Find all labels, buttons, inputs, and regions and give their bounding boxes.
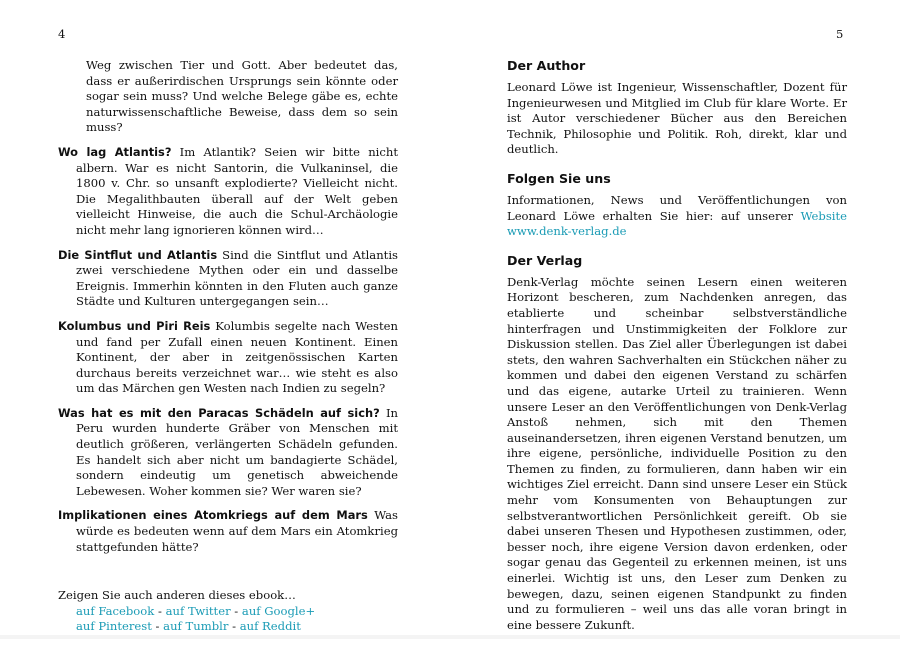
- topic-text: Sind die Sintflut und Atlantis zwei verschiedene Mythen oder ein und dasselbe Ereignis. Immerhin könnten in den Fluten auch ganze Städte und Kulturen untergegangen sein…: [76, 247, 399, 309]
- topic-title: Die Sintflut und Atlantis: [58, 247, 218, 262]
- follow-text: Informationen, News und Veröffentlichungen von Leonard Löwe erhalten Sie hier: auf unserer: [507, 192, 847, 223]
- share-separator: -: [228, 619, 240, 634]
- topic-atlantis: [58, 145, 398, 239]
- topic-text: In Peru wurden hunderte Gräber von Menschen mit deutlich größeren, verlängerten Schädeln gefunden. Es handelt sich aber nicht um bandagierte Schädel, sondern eindeutig um genetisch abweichende Lebewesen. Woher kommen sie? Wer waren sie?: [76, 405, 398, 498]
- topic-text: Was würde es bedeuten wenn auf dem Mars ein Atomkrieg stattgefunden hätte?: [76, 508, 398, 554]
- share-facebook-link[interactable]: auf Facebook: [76, 603, 155, 618]
- left-page: [58, 58, 398, 635]
- bottom-divider: [0, 635, 900, 639]
- publisher-body: Denk-Verlag möchte seinen Lesern einen weiteren Horizont bescheren, zum Nachdenken anregen, das etablierte und scheinbar selbstverständliche hinterfragen und Unstimmigkeiten der Folklore zur Diskussion stellen. Das Ziel aller Überlegungen ist dabei stets, den wahren Sachverhalten ein Stückchen näher zu kommen und dabei den eigenen Verstand zu schärfen und das eigene, autarke Urteil zu trainieren. Wenn unsere Leser an den Veröffentlichungen von Denk-Verlag Anstoß nehmen, sich mit den Themen auseinandersetzen, ihren eigenen Verstand benutzen, um ihre eigene, persönliche, individuelle Position zu den Themen zu finden, zu formulieren, dann haben wir ein wichtiges Ziel erreicht. Dann sind unsere Leser ein Stück mehr vom Konsumenten von Behauptungen zur selbstverantwortlichen Persönlichkeit gereift. Ob sie dabei unseren Thesen und Hypothesen zustimmen, oder, besser noch, ihre eigene Version davon erdenken, oder sogar genau das Gegenteil zu erkennen meinen, ist uns einerlei. Wichtig ist uns, den Leser zum Denken zu bewegen, dazu, seinen eigenen Standpunkt zu finden und zu formulieren – weil uns das alle voran bringt in eine bessere Zukunft.: [507, 274, 847, 632]
- topic-title: Kolumbus und Piri Reis: [58, 318, 211, 333]
- share-separator: -: [230, 603, 242, 618]
- page-number-right: 5: [836, 27, 844, 41]
- topic-sintflut: [58, 248, 398, 310]
- follow-heading: Folgen Sie uns: [507, 170, 611, 186]
- website-link[interactable]: Website www.denk-verlag.de: [507, 208, 848, 239]
- publisher-heading: Der Verlag: [507, 252, 583, 268]
- share-block: [58, 588, 398, 635]
- share-reddit-link[interactable]: auf Reddit: [239, 619, 301, 634]
- page-number-left: 4: [58, 27, 66, 41]
- follow-body: [507, 193, 847, 240]
- topic-text: Kolumbis segelte nach Westen und fand per Zufall einen neuen Kontinent. Einen Kontinent, der aber in zeitgenössischen Karten durchaus bereits verzeichnet war… wie steht es also um das Märchen gen Westen nach Indien zu segeln?: [76, 318, 398, 396]
- topic-paracas: [58, 406, 398, 500]
- author-body: Leonard Löwe ist Ingenieur, Wissenschaftler, Dozent für Ingenieurwesen und Mitglied im Club für klare Worte. Er ist Autor verschiedener Bücher aus den Bereichen Technik, Philosophie und Politik. Roh, direkt, klar und deutlich.: [507, 80, 847, 157]
- topic-title: Implikationen eines Atomkriegs auf dem Mars: [58, 508, 368, 523]
- topic-mars: [58, 508, 398, 555]
- author-heading: Der Author: [507, 58, 586, 73]
- share-links-row-1: [58, 604, 398, 620]
- share-separator: -: [151, 619, 164, 634]
- share-separator: -: [154, 603, 166, 618]
- topic-text: Im Atlantik? Seien wir bitte nicht albern. War es nicht Santorin, die Vulkaninsel, die 1800 v. Chr. so unsanft explodierte? Vielleicht nicht. Die Megalithbauten überall auf der Welt geben vielleicht Hinweise, die auch die Schul-Archäologie nicht mehr lang ignorieren können wird…: [76, 144, 399, 237]
- share-prompt: Zeigen Sie auch anderen dieses ebook…: [58, 588, 296, 603]
- share-pinterest-link[interactable]: auf Pinterest: [76, 619, 152, 634]
- intro-paragraph: Weg zwischen Tier und Gott. Aber bedeutet das, dass er außerirdischen Ursprungs sein könnte oder sogar sein muss? Und welche Belege gäbe es, echte naturwissenschaftliche Beweise, dass dem so sein muss?: [86, 58, 398, 135]
- share-links-row-2: [58, 619, 398, 635]
- share-googleplus-link[interactable]: auf Google+: [241, 603, 316, 618]
- topic-kolumbus: [58, 319, 398, 397]
- share-twitter-link[interactable]: auf Twitter: [165, 603, 231, 618]
- topic-title: Wo lag Atlantis?: [58, 144, 172, 159]
- share-tumblr-link[interactable]: auf Tumblr: [163, 619, 229, 634]
- right-page: [507, 58, 847, 646]
- topic-title: Was hat es mit den Paracas Schädeln auf sich?: [58, 405, 380, 420]
